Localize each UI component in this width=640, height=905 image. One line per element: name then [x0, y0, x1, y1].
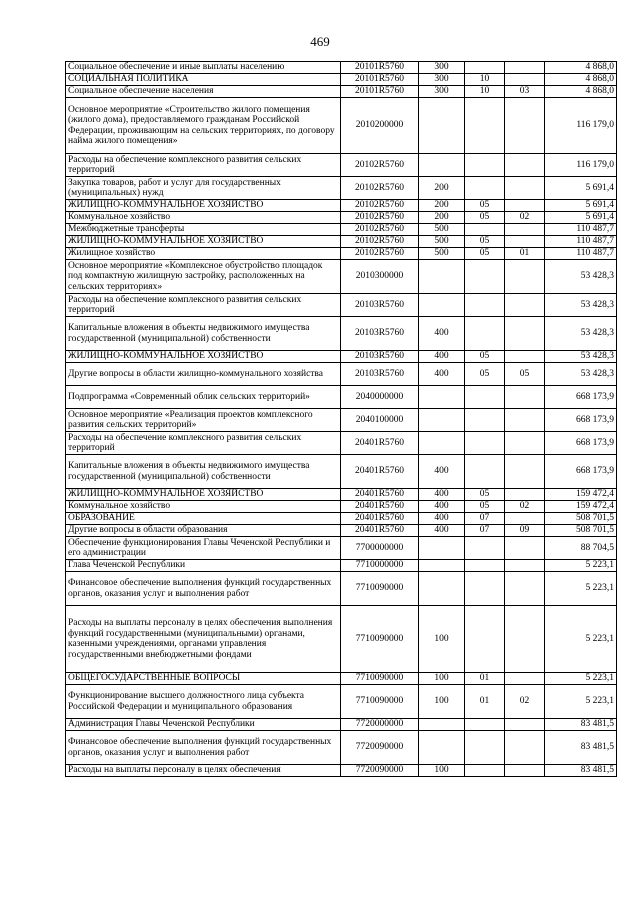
row-expense-type: 300 [419, 74, 465, 86]
row-amount: 508 701,5 [545, 525, 617, 537]
row-subsection [505, 572, 545, 606]
row-code: 2040100000 [341, 409, 419, 432]
row-code: 7720090000 [341, 731, 419, 765]
row-amount: 53 428,3 [545, 351, 617, 363]
row-expense-type: 400 [419, 317, 465, 351]
row-amount: 83 481,5 [545, 719, 617, 731]
row-code: 7700000000 [341, 537, 419, 560]
row-code: 7710090000 [341, 572, 419, 606]
row-section: 10 [465, 74, 505, 86]
row-name: Функционирование высшего должностного лица субъекта Российской Федерации и муниципального образования [66, 685, 341, 719]
row-subsection [505, 200, 545, 212]
row-section: 01 [465, 673, 505, 685]
row-amount: 116 179,0 [545, 154, 617, 177]
row-name: Расходы на выплаты персоналу в целях обеспечения выполнения функций государственными (муниципальными) органами, казенными учреждениями, органами управления государственными внебюджетными фондами [66, 606, 341, 673]
row-expense-type: 400 [419, 455, 465, 489]
row-name: ЖИЛИЩНО-КОММУНАЛЬНОЕ ХОЗЯЙСТВО [66, 351, 341, 363]
row-expense-type [419, 260, 465, 294]
table-row [66, 673, 617, 685]
row-code: 2040000000 [341, 386, 419, 409]
row-expense-type [419, 409, 465, 432]
row-name: Основное мероприятие «Комплексное обустройство площадок под компактную жилищную застройку, расположенных на сельских территориях» [66, 260, 341, 294]
row-name: ОБЩЕГОСУДАРСТВЕННЫЕ ВОПРОСЫ [66, 673, 341, 685]
row-subsection [505, 455, 545, 489]
row-section [465, 62, 505, 74]
row-code: 20401R5760 [341, 501, 419, 513]
row-expense-type [419, 537, 465, 560]
row-expense-type [419, 432, 465, 455]
row-name: Основное мероприятие «Строительство жилого помещения (жилого дома), предоставляемого гражданам Российской Федерации, проживающим на сельских территориях, по договору найма жилого помещения» [66, 98, 341, 154]
row-amount: 53 428,3 [545, 260, 617, 294]
row-name: Другие вопросы в области жилищно-коммунального хозяйства [66, 363, 341, 386]
row-section: 07 [465, 513, 505, 525]
row-amount: 5 691,4 [545, 200, 617, 212]
row-expense-type [419, 719, 465, 731]
row-code: 20401R5760 [341, 432, 419, 455]
row-section [465, 537, 505, 560]
row-code: 20401R5760 [341, 455, 419, 489]
row-expense-type [419, 731, 465, 765]
row-section [465, 455, 505, 489]
row-subsection: 01 [505, 248, 545, 260]
row-code: 7720000000 [341, 719, 419, 731]
row-subsection [505, 62, 545, 74]
row-section [465, 731, 505, 765]
page-number: 469 [310, 34, 330, 49]
row-expense-type: 400 [419, 501, 465, 513]
table-row [66, 432, 617, 455]
table-row [66, 154, 617, 177]
row-section: 05 [465, 200, 505, 212]
row-code: 2010200000 [341, 98, 419, 154]
row-subsection: 05 [505, 363, 545, 386]
table-row [66, 501, 617, 513]
table-row [66, 513, 617, 525]
row-name: Социальное обеспечение населения [66, 86, 341, 98]
row-amount: 110 487,7 [545, 248, 617, 260]
row-amount: 508 701,5 [545, 513, 617, 525]
row-name: СОЦИАЛЬНАЯ ПОЛИТИКА [66, 74, 341, 86]
row-name: Жилищное хозяйство [66, 248, 341, 260]
row-section [465, 560, 505, 572]
row-subsection [505, 294, 545, 317]
row-section [465, 432, 505, 455]
table-row [66, 294, 617, 317]
table-row [66, 606, 617, 673]
row-section: 01 [465, 685, 505, 719]
table-row [66, 765, 617, 777]
row-name: Обеспечение функционирования Главы Чеченской Республики и его администрации [66, 537, 341, 560]
table-row [66, 74, 617, 86]
row-expense-type: 100 [419, 765, 465, 777]
row-amount: 83 481,5 [545, 731, 617, 765]
row-code: 7710090000 [341, 685, 419, 719]
row-section [465, 386, 505, 409]
row-subsection [505, 537, 545, 560]
row-expense-type: 200 [419, 200, 465, 212]
row-subsection [505, 224, 545, 236]
row-expense-type: 200 [419, 212, 465, 224]
row-expense-type: 100 [419, 606, 465, 673]
row-code: 2010300000 [341, 260, 419, 294]
row-name: ЖИЛИЩНО-КОММУНАЛЬНОЕ ХОЗЯЙСТВО [66, 236, 341, 248]
row-expense-type [419, 98, 465, 154]
row-amount: 53 428,3 [545, 363, 617, 386]
row-subsection [505, 731, 545, 765]
table-row [66, 98, 617, 154]
row-name: Капитальные вложения в объекты недвижимого имущества государственной (муниципальной) собственности [66, 455, 341, 489]
row-code: 20103R5760 [341, 363, 419, 386]
row-subsection: 09 [505, 525, 545, 537]
row-code: 7720090000 [341, 765, 419, 777]
table-row [66, 86, 617, 98]
row-expense-type: 400 [419, 489, 465, 501]
row-name: Расходы на обеспечение комплексного развития сельских территорий [66, 432, 341, 455]
row-section [465, 409, 505, 432]
table-row [66, 62, 617, 74]
table-row [66, 260, 617, 294]
row-section: 05 [465, 363, 505, 386]
row-code: 20102R5760 [341, 236, 419, 248]
row-subsection [505, 236, 545, 248]
row-amount: 5 223,1 [545, 560, 617, 572]
row-name: Капитальные вложения в объекты недвижимого имущества государственной (муниципальной) собственности [66, 317, 341, 351]
row-amount: 5 223,1 [545, 606, 617, 673]
row-code: 20102R5760 [341, 212, 419, 224]
row-expense-type: 500 [419, 236, 465, 248]
row-expense-type: 500 [419, 248, 465, 260]
row-section [465, 606, 505, 673]
row-amount: 5 223,1 [545, 685, 617, 719]
row-code: 7710090000 [341, 606, 419, 673]
row-amount: 4 868,0 [545, 86, 617, 98]
row-code: 20103R5760 [341, 294, 419, 317]
row-subsection [505, 177, 545, 200]
row-section: 05 [465, 248, 505, 260]
row-code: 20401R5760 [341, 513, 419, 525]
row-code: 20101R5760 [341, 62, 419, 74]
row-subsection [505, 606, 545, 673]
row-section [465, 317, 505, 351]
table-row [66, 248, 617, 260]
budget-table-body [66, 62, 617, 777]
row-code: 20103R5760 [341, 317, 419, 351]
row-expense-type: 400 [419, 525, 465, 537]
row-name: ЖИЛИЩНО-КОММУНАЛЬНОЕ ХОЗЯЙСТВО [66, 489, 341, 501]
row-subsection [505, 673, 545, 685]
row-section: 05 [465, 489, 505, 501]
row-name: Закупка товаров, работ и услуг для государственных (муниципальных) нужд [66, 177, 341, 200]
row-subsection [505, 260, 545, 294]
row-amount: 110 487,7 [545, 224, 617, 236]
table-row [66, 731, 617, 765]
row-subsection: 02 [505, 212, 545, 224]
table-row [66, 455, 617, 489]
row-amount: 668 173,9 [545, 386, 617, 409]
row-name: Межбюджетные трансферты [66, 224, 341, 236]
row-section [465, 719, 505, 731]
row-subsection [505, 98, 545, 154]
row-subsection [505, 765, 545, 777]
row-expense-type [419, 560, 465, 572]
row-name: ЖИЛИЩНО-КОММУНАЛЬНОЕ ХОЗЯЙСТВО [66, 200, 341, 212]
row-code: 7710000000 [341, 560, 419, 572]
table-row [66, 212, 617, 224]
row-expense-type [419, 154, 465, 177]
row-name: Расходы на обеспечение комплексного развития сельских территорий [66, 154, 341, 177]
row-amount: 159 472,4 [545, 489, 617, 501]
row-subsection: 03 [505, 86, 545, 98]
row-section: 10 [465, 86, 505, 98]
row-section [465, 177, 505, 200]
row-expense-type: 100 [419, 685, 465, 719]
row-expense-type: 400 [419, 351, 465, 363]
row-name: Подпрограмма «Современный облик сельских территорий» [66, 386, 341, 409]
row-name: Администрация Главы Чеченской Республики [66, 719, 341, 731]
row-amount: 5 691,4 [545, 177, 617, 200]
row-section: 05 [465, 236, 505, 248]
row-expense-type: 400 [419, 513, 465, 525]
row-code: 20401R5760 [341, 489, 419, 501]
row-code: 20102R5760 [341, 248, 419, 260]
row-section [465, 294, 505, 317]
row-section: 05 [465, 351, 505, 363]
row-name: Коммунальное хозяйство [66, 212, 341, 224]
row-amount: 5 223,1 [545, 673, 617, 685]
row-amount: 53 428,3 [545, 294, 617, 317]
row-expense-type [419, 294, 465, 317]
row-subsection: 02 [505, 685, 545, 719]
table-row [66, 560, 617, 572]
row-amount: 668 173,9 [545, 455, 617, 489]
table-row [66, 177, 617, 200]
row-subsection [505, 154, 545, 177]
table-row [66, 363, 617, 386]
row-code: 20102R5760 [341, 177, 419, 200]
row-expense-type [419, 386, 465, 409]
row-expense-type: 300 [419, 86, 465, 98]
row-subsection [505, 351, 545, 363]
row-expense-type: 500 [419, 224, 465, 236]
row-subsection [505, 74, 545, 86]
row-subsection [505, 560, 545, 572]
row-section: 05 [465, 212, 505, 224]
table-row [66, 525, 617, 537]
row-subsection: 02 [505, 501, 545, 513]
row-amount: 5 223,1 [545, 572, 617, 606]
table-row [66, 719, 617, 731]
row-name: Глава Чеченской Республики [66, 560, 341, 572]
row-expense-type: 400 [419, 363, 465, 386]
row-name: Основное мероприятие «Реализация проектов комплексного развития сельских территорий» [66, 409, 341, 432]
table-row [66, 317, 617, 351]
row-amount: 116 179,0 [545, 98, 617, 154]
row-code: 20401R5760 [341, 525, 419, 537]
row-name: Другие вопросы в области образования [66, 525, 341, 537]
row-name: Социальное обеспечение и иные выплаты населению [66, 62, 341, 74]
row-name: Расходы на обеспечение комплексного развития сельских территорий [66, 294, 341, 317]
table-row [66, 572, 617, 606]
table-row [66, 386, 617, 409]
row-subsection [505, 317, 545, 351]
row-section [465, 260, 505, 294]
row-name: ОБРАЗОВАНИЕ [66, 513, 341, 525]
table-row [66, 351, 617, 363]
row-amount: 4 868,0 [545, 62, 617, 74]
table-row [66, 200, 617, 212]
row-expense-type: 200 [419, 177, 465, 200]
row-subsection [505, 489, 545, 501]
row-subsection [505, 386, 545, 409]
budget-table [65, 61, 617, 777]
row-code: 20102R5760 [341, 200, 419, 212]
row-expense-type: 300 [419, 62, 465, 74]
row-code: 20101R5760 [341, 74, 419, 86]
row-code: 20102R5760 [341, 154, 419, 177]
row-name: Финансовое обеспечение выполнения функций государственных органов, оказания услуг и выполнения работ [66, 731, 341, 765]
row-subsection [505, 409, 545, 432]
row-expense-type [419, 572, 465, 606]
row-section [465, 765, 505, 777]
row-name: Коммунальное хозяйство [66, 501, 341, 513]
row-amount: 5 691,4 [545, 212, 617, 224]
row-amount: 159 472,4 [545, 501, 617, 513]
row-name: Финансовое обеспечение выполнения функций государственных органов, оказания услуг и выполнения работ [66, 572, 341, 606]
row-amount: 668 173,9 [545, 432, 617, 455]
row-section [465, 98, 505, 154]
table-row [66, 685, 617, 719]
row-amount: 53 428,3 [545, 317, 617, 351]
row-amount: 110 487,7 [545, 236, 617, 248]
row-subsection [505, 513, 545, 525]
row-subsection [505, 432, 545, 455]
table-row [66, 409, 617, 432]
row-amount: 88 704,5 [545, 537, 617, 560]
table-row [66, 489, 617, 501]
table-row [66, 537, 617, 560]
row-code: 20101R5760 [341, 86, 419, 98]
row-section [465, 572, 505, 606]
row-amount: 4 868,0 [545, 74, 617, 86]
row-section [465, 224, 505, 236]
row-section: 05 [465, 501, 505, 513]
row-amount: 83 481,5 [545, 765, 617, 777]
row-section [465, 154, 505, 177]
row-name: Расходы на выплаты персоналу в целях обеспечения [66, 765, 341, 777]
row-amount: 668 173,9 [545, 409, 617, 432]
row-code: 20102R5760 [341, 224, 419, 236]
table-row [66, 224, 617, 236]
row-expense-type: 100 [419, 673, 465, 685]
row-code: 7710090000 [341, 673, 419, 685]
row-code: 20103R5760 [341, 351, 419, 363]
row-subsection [505, 719, 545, 731]
table-row [66, 236, 617, 248]
row-section: 07 [465, 525, 505, 537]
